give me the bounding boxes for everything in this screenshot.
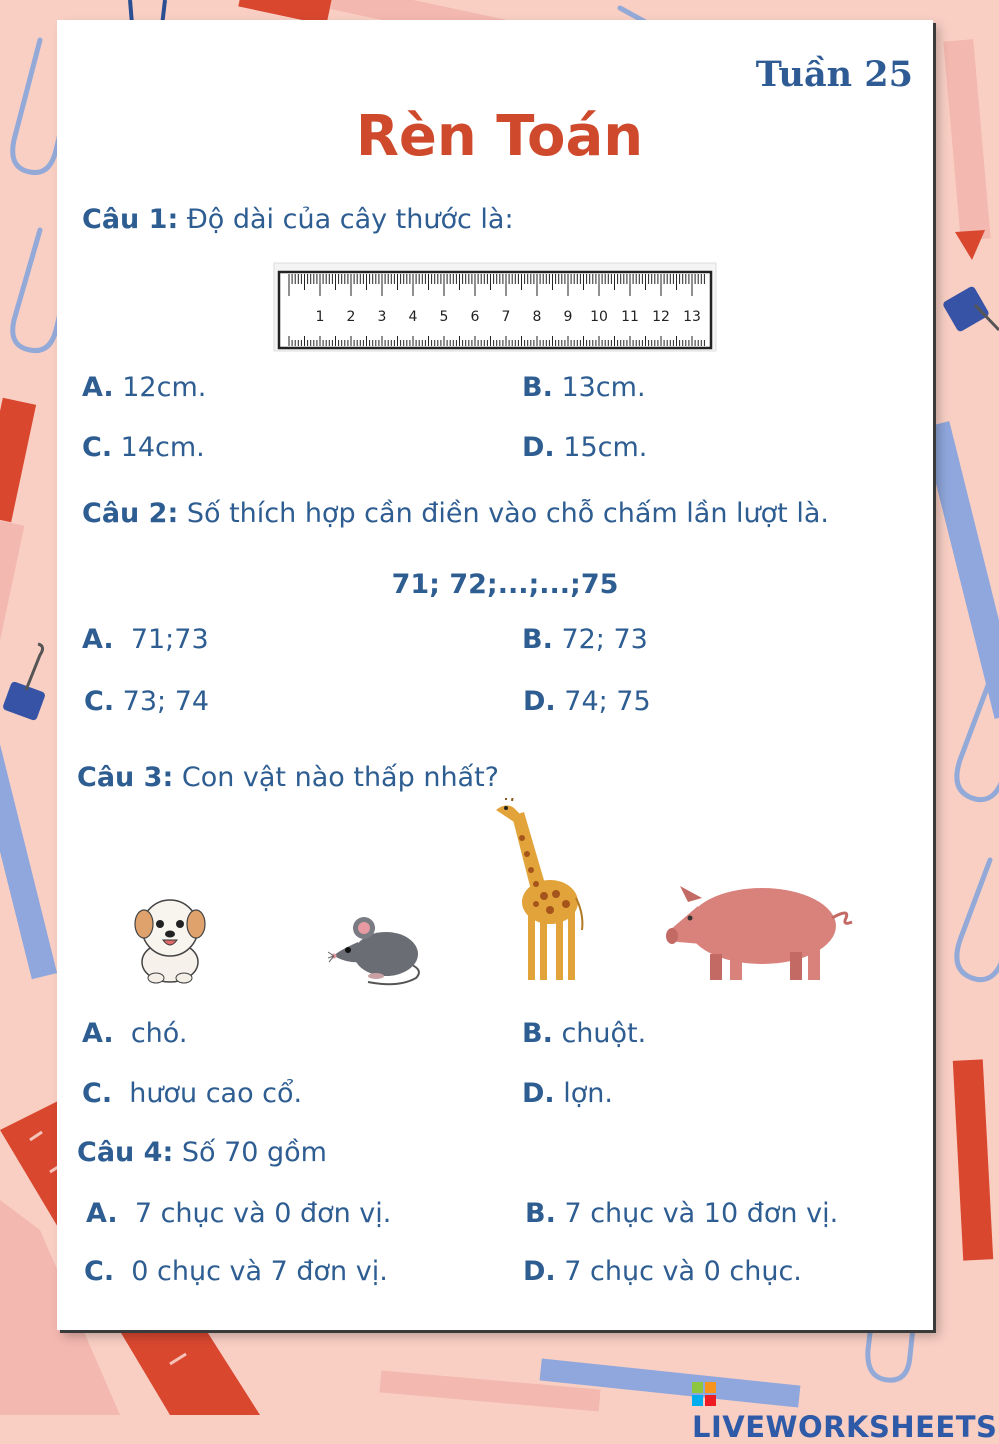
q4-option-d[interactable] [523, 1256, 802, 1287]
mouse-icon [328, 912, 426, 990]
option-letter: B. [522, 624, 553, 655]
option-text: 72; 73 [561, 624, 648, 655]
q4-option-c[interactable] [84, 1256, 388, 1287]
q1-option-d[interactable] [522, 432, 647, 463]
ruler-number: 6 [470, 309, 480, 325]
binder-clip-icon [942, 285, 999, 332]
option-letter: C. [82, 1078, 113, 1109]
ruler-number: 5 [439, 309, 449, 325]
question-text: Con vật nào thấp nhất? [181, 762, 500, 793]
option-letter: B. [522, 372, 553, 403]
number-sequence: 71; 72;...;...;75 [391, 569, 619, 600]
option-letter: B. [525, 1198, 556, 1229]
q4-option-a[interactable] [86, 1198, 391, 1229]
option-text: 14cm. [120, 432, 205, 463]
ruler-number: 2 [346, 309, 356, 325]
option-letter: C. [84, 1256, 115, 1287]
question-label: Câu 3: [77, 762, 174, 793]
question-4 [77, 1137, 327, 1168]
option-text: 12cm. [122, 372, 207, 403]
q3-option-c[interactable] [82, 1078, 302, 1109]
option-text: 15cm. [563, 432, 648, 463]
option-letter: B. [522, 1018, 553, 1049]
ruler-number: 3 [377, 309, 387, 325]
pencil-icon [0, 398, 36, 722]
option-letter: C. [84, 686, 115, 717]
binder-clip-icon [2, 644, 46, 721]
option-letter: A. [82, 624, 114, 655]
q3-option-d[interactable] [522, 1078, 613, 1109]
option-letter: A. [86, 1198, 118, 1229]
option-text: chó. [130, 1018, 188, 1049]
option-text: lợn. [563, 1078, 613, 1109]
week-label: Tuần 25 [755, 54, 913, 95]
option-letter: D. [523, 1256, 556, 1287]
ruler-number: 12 [652, 309, 670, 325]
question-1 [82, 204, 514, 235]
ruler-number: 9 [563, 309, 573, 325]
dog-icon [130, 892, 210, 984]
question-text: Số 70 gồm [181, 1137, 327, 1168]
q1-option-c[interactable] [82, 432, 205, 463]
brand-text: LIVEWORKSHEETS [692, 1410, 998, 1444]
question-3 [77, 762, 499, 793]
option-letter: C. [82, 432, 113, 463]
ruler-number: 4 [408, 309, 418, 325]
option-letter: D. [522, 1078, 555, 1109]
question-label: Câu 1: [82, 204, 179, 235]
option-text: 73; 74 [122, 686, 210, 717]
ruler-number: 1 [315, 309, 325, 325]
page-title: Rèn Toán [355, 104, 644, 169]
question-text: Độ dài của cây thước là: [186, 204, 514, 235]
q2-option-d[interactable] [523, 686, 651, 717]
option-text: 7 chục và 10 đơn vị. [564, 1198, 839, 1229]
q3-option-a[interactable] [82, 1018, 187, 1049]
option-text: 74; 75 [564, 686, 651, 717]
option-letter: A. [82, 372, 114, 403]
paperclip-icon [957, 860, 999, 980]
option-text: 0 chục và 7 đơn vị. [131, 1256, 388, 1287]
liveworksheets-logo-icon [692, 1382, 716, 1406]
option-text: chuột. [561, 1018, 647, 1049]
question-text: Số thích hợp cần điền vào chỗ chấm lần lượt là. [186, 498, 829, 529]
q2-option-a[interactable] [82, 624, 209, 655]
pig-icon [662, 878, 858, 986]
q2-option-b[interactable] [522, 624, 648, 655]
option-text: hươu cao cổ. [129, 1078, 303, 1109]
option-text: 7 chục và 0 chục. [564, 1256, 802, 1287]
option-text: 7 chục và 0 đơn vị. [134, 1198, 392, 1229]
q2-option-c[interactable] [84, 686, 209, 717]
option-letter: A. [82, 1018, 114, 1049]
liveworksheets-logo [692, 1376, 999, 1444]
ruler-number: 13 [683, 309, 701, 325]
ruler-number: 10 [590, 309, 608, 325]
ruler-number: 8 [532, 309, 542, 325]
option-text: 13cm. [561, 372, 646, 403]
q3-option-b[interactable] [522, 1018, 646, 1049]
pencil-icon [0, 721, 57, 980]
option-letter: D. [522, 432, 555, 463]
giraffe-icon [484, 798, 594, 986]
question-label: Câu 2: [82, 498, 179, 529]
ruler-number: 11 [621, 309, 639, 325]
question-2 [82, 498, 829, 529]
ruler-image [273, 262, 717, 352]
q1-option-b[interactable] [522, 372, 646, 403]
pencil-icon [953, 1059, 993, 1260]
option-text: 71;73 [130, 624, 209, 655]
option-letter: D. [523, 686, 556, 717]
question-label: Câu 4: [77, 1137, 174, 1168]
q1-option-a[interactable] [82, 372, 206, 403]
q4-option-b[interactable] [525, 1198, 838, 1229]
ruler-number: 7 [501, 309, 511, 325]
